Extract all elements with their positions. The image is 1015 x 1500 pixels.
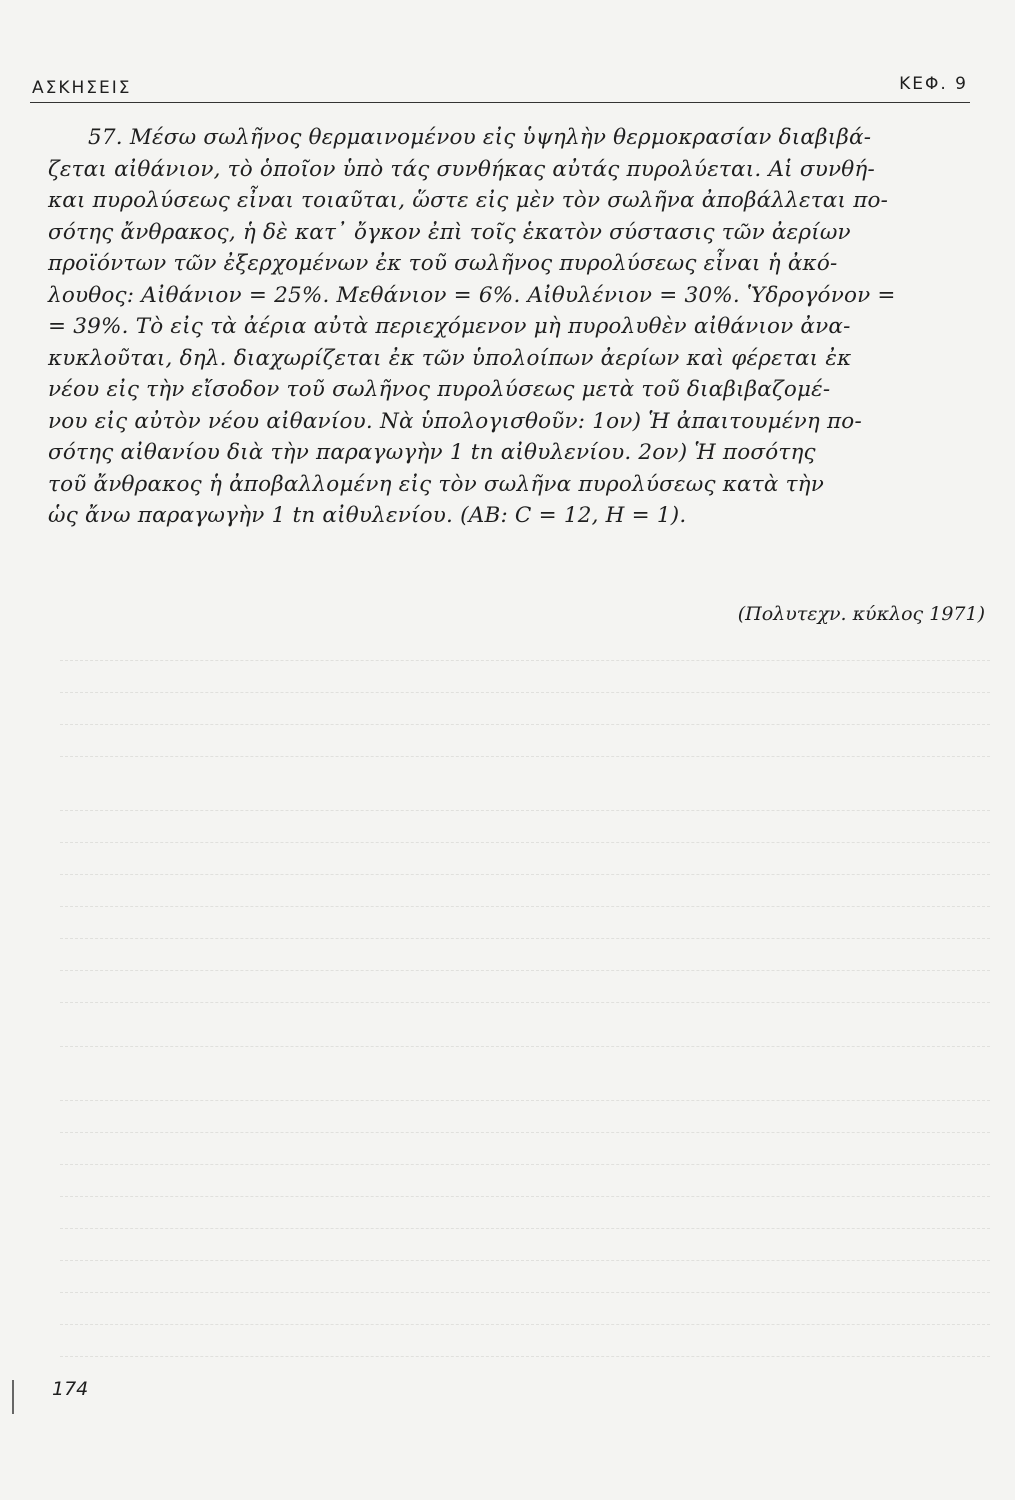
bleed-through-mark <box>60 906 990 913</box>
bleed-through-mark <box>60 1132 990 1139</box>
bleed-through-mark <box>60 874 990 881</box>
bleed-through-mark <box>60 1002 990 1009</box>
bleed-through-mark <box>60 1292 990 1299</box>
bleed-through-mark <box>60 970 990 977</box>
bleed-through-mark <box>60 1196 990 1203</box>
bleed-through-mark <box>60 1260 990 1267</box>
scan-edge-mark <box>12 1380 14 1414</box>
exercise-line: ζεται αἰθάνιον, τὸ ὁποῖον ὑπὸ τάς συνθήκας αὐτάς πυρολύεται. Αἱ συνθή- <box>48 156 875 182</box>
exercise-line: σότης αἰθανίου διὰ τὴν παραγωγὴν 1 tn αἰθυλενίου. 2ον) Ἡ ποσότης <box>48 440 816 465</box>
page-number: 174 <box>52 1378 89 1400</box>
bleed-through-mark <box>60 842 990 849</box>
exercise-line: νέου εἰς τὴν εἴσοδον τοῦ σωλῆνος πυρολύσεως μετὰ τοῦ διαβιβαζομέ- <box>48 377 831 402</box>
section-title: ΑΣΚΗΣΕΙΣ <box>32 78 132 98</box>
exercise-line: και πυρολύσεως εἶναι τοιαῦται, ὥστε εἰς μὲν τὸν σωλῆνα ἀποβάλλεται πο- <box>48 188 889 213</box>
exercise-57 <box>48 122 978 532</box>
bleed-through-mark <box>60 660 990 667</box>
exercise-line: = 39%. Τὸ εἰς τὰ ἀέρια αὐτὰ περιεχόμενον μὴ πυρολυθὲν αἰθάνιον ἀνα- <box>48 314 851 339</box>
exercise-line: νου εἰς αὐτὸν νέου αἰθανίου. Νὰ ὑπολογισθοῦν: 1ον) Ἡ ἀπαιτουμένη πο- <box>48 408 862 434</box>
bleed-through-mark <box>60 1356 990 1363</box>
exercise-line: 57. Μέσω σωλῆνος θερμαινομένου εἰς ὑψηλὴν θερμοκρασίαν διαβιβά- <box>88 125 872 150</box>
exercise-source: (Πολυτεχν. κύκλος 1971) <box>737 603 985 625</box>
header-rule <box>30 102 970 103</box>
chapter-label: ΚΕΦ. 9 <box>899 74 968 94</box>
bleed-through-mark <box>60 724 990 731</box>
exercise-line: λουθος: Αἰθάνιον = 25%. Μεθάνιον = 6%. Αἰθυλένιον = 30%. Ὑδρογόνον = <box>48 282 896 308</box>
bleed-through-mark <box>60 1046 990 1053</box>
exercise-line: σότης ἄνθρακος, ἡ δὲ κατ᾽ ὄγκον ἐπὶ τοῖς ἑκατὸν σύστασις τῶν ἀερίων <box>48 219 851 245</box>
bleed-through-mark <box>60 938 990 945</box>
exercise-line: τοῦ ἄνθρακος ἡ ἀποβαλλομένη εἰς τὸν σωλῆνα πυρολύσεως κατὰ τὴν <box>48 471 825 497</box>
running-header <box>30 70 970 110</box>
exercise-line: ὡς ἄνω παραγωγὴν 1 tn αἰθυλενίου. (ΑΒ: C = 12, H = 1). <box>48 503 687 528</box>
bleed-through-mark <box>60 1228 990 1235</box>
bleed-through-mark <box>60 1164 990 1171</box>
bleed-through-mark <box>60 810 990 817</box>
bleed-through-mark <box>60 756 990 763</box>
bleed-through-mark <box>60 692 990 699</box>
bleed-through-mark <box>60 1324 990 1331</box>
exercise-line: κυκλοῦται, δηλ. διαχωρίζεται ἐκ τῶν ὑπολοίπων ἀερίων καὶ φέρεται ἐκ <box>48 345 852 371</box>
bleed-through-mark <box>60 1100 990 1107</box>
exercise-line: προϊόντων τῶν ἐξερχομένων ἐκ τοῦ σωλῆνος πυρολύσεως εἶναι ἡ ἀκό- <box>48 251 838 276</box>
